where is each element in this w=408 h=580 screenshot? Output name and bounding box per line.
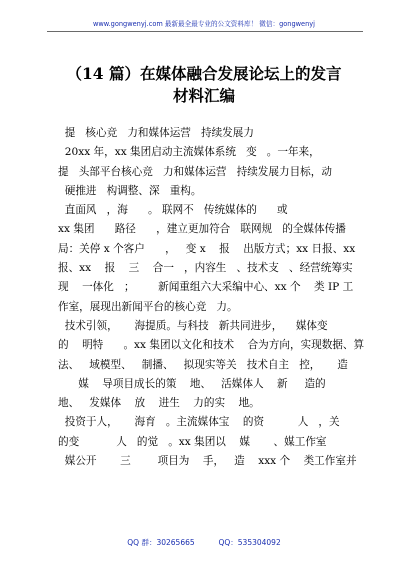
body-line: 报、xx 报 三 合一 ，内容生 、技术支 、经营统筹实 xyxy=(58,262,353,275)
body-line: 直面风 ，海 。 联网不 传统媒体的 或 xyxy=(58,204,288,217)
body-line: xx 集团 路径 ，建立更加符合 联网规 的全媒体传播 xyxy=(58,223,346,236)
body-line: 的变 人 的觉 。xx 集团以 媒 、媒工作室 xyxy=(58,435,327,448)
body-line: 作室，展现出新闻平台的核心竞 力。 xyxy=(58,300,238,313)
body-line: 媒 导项目成长的策 地、 活媒体人 新 造的 xyxy=(58,377,326,390)
document-body xyxy=(58,124,365,471)
body-line: 提 头部平台核心竞 力和媒体运营 持续发展力目标，动 xyxy=(58,165,332,178)
title-line-2: 材料汇编 xyxy=(172,86,235,105)
title-line-1: （14 篇）在媒体融合发展论坛上的发言 xyxy=(66,64,342,83)
header-divider xyxy=(47,31,363,32)
body-line: 20xx 年，xx 集团启动主流媒体系统 变 。一年来， xyxy=(58,146,320,159)
body-line: 现 一体化 ； 新闻重组六大采编中心、xx 个 类 IP 工 xyxy=(58,281,354,294)
body-line: 法、 域模型、 制播、 拟现实等关 技术自主 控， 造 xyxy=(58,358,348,371)
body-line: 硬推进 构调整、深 重构。 xyxy=(58,184,202,197)
body-line: 的 明特 。xx 集团以文化和技术 合为方向，实现数据、算 xyxy=(58,339,365,352)
body-line: 地、 发媒体 放 进生 力的实 地。 xyxy=(58,397,260,410)
body-line: 媒公开 三 项目为 手， 造 xxx 个 类工作室并 xyxy=(58,455,357,468)
document-title xyxy=(0,63,408,107)
body-line: 提 核心竞 力和媒体运营 持续发展力 xyxy=(58,127,254,139)
page-header: www.gongwenyj.com 最新最全最专业的公文资料库！ 微信：gongwenyj xyxy=(92,20,316,28)
body-line: 技术引领， 海提质。与科技 新共同进步， 媒体变 xyxy=(58,319,328,332)
body-line: 局：关停 x 个客户 ， 变 x 报 出版方式；xx 日报、xx xyxy=(58,242,356,255)
body-line: 投资于人， 海育 。主流媒体宝 的资 人 ，关 xyxy=(58,416,340,429)
page-footer: QQ 群：30265665 QQ：535304092 xyxy=(127,538,281,547)
